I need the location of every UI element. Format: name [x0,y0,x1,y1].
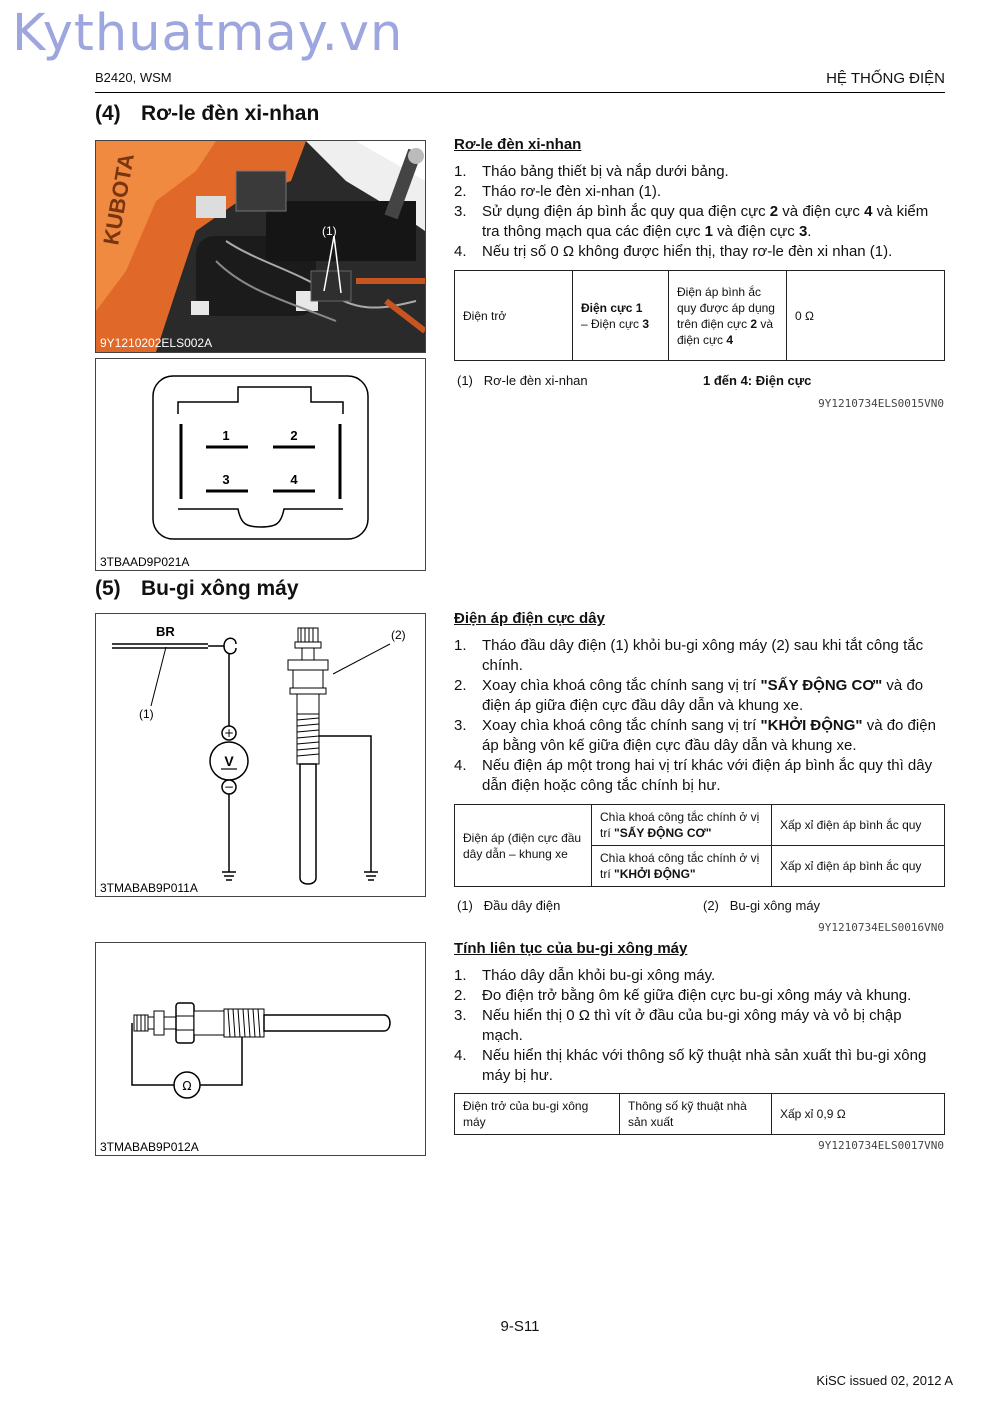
step-text: Tháo bảng thiết bị và nắp dưới bảng. [482,163,729,180]
voltage-reference-code: 9Y1210734ELS0016VN0 [818,921,944,934]
continuity-spec-value: Xấp xỉ 0,9 Ω [772,1094,945,1135]
continuity-reference-code: 9Y1210734ELS0017VN0 [818,1139,944,1152]
voltage-spec-label: Điện áp (điện cực đầu dây dẫn – khung xe [455,805,592,887]
header-rule [95,92,945,93]
engine-bay-illustration [96,141,425,352]
continuity-drawing [96,943,425,1155]
step-number: 3. [454,717,467,734]
relay-legend-terminals: 1 đến 4: Điện cực [703,373,812,388]
voltage-wiring-drawing [96,614,425,896]
section-4-title [95,102,319,126]
step-number: 3. [454,1007,467,1024]
pin-3-label: 3 [222,472,230,487]
voltage-spec-heat-position: Chìa khoá công tắc chính ở vị trí "SẤY ĐỘNG CƠ" [592,805,772,846]
step-text: Tháo rơ-le đèn xi-nhan (1). [482,183,662,200]
voltage-spec-table [454,804,945,887]
relay-steps [454,162,946,262]
voltage-subheading: Điện áp điện cực dây [454,610,605,627]
step-number: 4. [454,757,467,774]
step-text: Đo điện trở bằng ôm kế giữa điện cực bu-gi xông máy và khung. [482,987,912,1004]
step-number: 2. [454,987,467,1004]
step-text: Xoay chìa khoá công tắc chính sang vị trí "SẤY ĐỘNG CƠ" và đo điện áp giữa điện cực đầu dây dẫn và khung xe. [482,677,924,714]
step-text: Nếu điện áp một trong hai vị trí khác với điện áp bình ắc quy thì dây dẫn điện hoặc công tắc chính bị hư. [482,757,933,794]
photo-code: 9Y1210202ELS002A [100,336,213,350]
relay-step [454,182,946,202]
pin-1-label: 1 [222,428,230,443]
relay-step [454,202,946,242]
voltage-step [454,716,946,756]
photo-callout-1: (1) [322,224,337,238]
voltage-step [454,756,946,796]
connector-code: 3TBAAD9P021A [100,555,190,569]
relay-subheading: Rơ-le đèn xi-nhan [454,136,582,153]
relay-spec-condition: Điện áp bình ắc quy được áp dụng trên điện cực 2 và điện cực 4 [669,271,787,361]
voltage-legend-2: (2) Bu-gi xông máy [703,898,821,913]
step-number: 4. [454,1047,467,1064]
step-number: 1. [454,967,467,984]
continuity-spec-table [454,1093,945,1135]
callout-2: (2) [391,628,406,642]
glow-plug-continuity-diagram [95,942,426,1156]
relay-spec-label: Điện trở [455,271,573,361]
relay-location-photo [95,140,426,353]
step-number: 2. [454,677,467,694]
callout-1: (1) [139,707,154,721]
section-header: HỆ THỐNG ĐIỆN [826,70,945,87]
section-5-number: (5) [95,577,121,600]
continuity-spec-label: Điện trở của bu-gi xông máy [455,1094,620,1135]
ohmmeter-symbol: Ω [182,1079,192,1093]
document-model: B2420, WSM [95,70,172,85]
continuity-step [454,1046,946,1086]
step-text: Tháo dây dẫn khỏi bu-gi xông máy. [482,967,716,984]
step-number: 3. [454,203,467,220]
relay-reference-code: 9Y1210734ELS0015VN0 [818,397,944,410]
voltage-spec-start-value: Xấp xỉ điện áp bình ắc quy [772,846,945,887]
relay-step [454,162,946,182]
relay-spec-terminals: Điện cực 1 – Điện cực 3 [573,271,669,361]
step-text: Xoay chìa khoá công tắc chính sang vị trí "KHỞI ĐỘNG" và đo điện áp bằng vôn kế giữa điện cực đầu dây dẫn và khung xe. [482,717,936,754]
step-text: Tháo đầu dây điện (1) khỏi bu-gi xông máy (2) sau khi tắt công tắc chính. [482,637,924,674]
pin-4-label: 4 [290,472,298,487]
meter-plus: + [223,726,235,740]
relay-legend-item: (1) Rơ-le đèn xi-nhan [457,373,588,388]
voltmeter-symbol: V [224,753,234,769]
relay-connector-diagram [95,358,426,571]
continuity-spec-source: Thông số kỹ thuật nhà sản xuất [620,1094,772,1135]
continuity-subheading: Tính liên tục của bu-gi xông máy [454,940,688,957]
relay-spec-value: 0 Ω [787,271,945,361]
continuity-diagram-code: 3TMABAB9P012A [100,1140,199,1154]
voltage-legend-1: (1) Đầu dây điện [457,898,561,913]
section-5-title [95,577,299,601]
step-text: Sử dụng điện áp bình ắc quy qua điện cực 2 và điện cực 4 và kiểm tra thông mạch qua các điện cực 1 và điện cực 3. [482,203,929,240]
voltage-step [454,676,946,716]
section-4-title-text: Rơ-le đèn xi-nhan [141,102,320,125]
connector-drawing [96,359,425,570]
step-number: 1. [454,637,467,654]
relay-step [454,242,946,262]
continuity-step [454,966,946,986]
step-number: 2. [454,183,467,200]
glow-plug-voltage-diagram [95,613,426,897]
relay-spec-table [454,270,945,361]
voltage-diagram-code: 3TMABAB9P011A [100,881,198,895]
watermark: Kythuatmay.vn [12,4,404,63]
step-text: Nếu trị số 0 Ω không được hiển thị, thay rơ-le đèn xi nhan (1). [482,243,893,260]
meter-minus: − [223,780,235,794]
step-text: Nếu hiển thị 0 Ω thì vít ở đầu của bu-gi xông máy và vỏ bị chập mạch. [482,1007,902,1044]
voltage-step [454,636,946,676]
photo-brand: KUBOTA [98,151,139,247]
voltage-spec-start-position: Chìa khoá công tắc chính ở vị trí "KHỞI ĐỘNG" [592,846,772,887]
issue-note: KiSC issued 02, 2012 A [816,1373,953,1388]
step-number: 4. [454,243,467,260]
pin-2-label: 2 [290,428,298,443]
voltage-spec-heat-value: Xấp xỉ điện áp bình ắc quy [772,805,945,846]
voltage-steps [454,636,946,796]
step-text: Nếu hiển thị khác với thông số kỹ thuật nhà sản xuất thì bu-gi xông máy bị hư. [482,1047,927,1084]
continuity-step [454,986,946,1006]
section-4-number: (4) [95,102,121,125]
continuity-steps [454,966,946,1086]
step-number: 1. [454,163,467,180]
page-number: 9-S11 [500,1318,540,1335]
section-5-title-text: Bu-gi xông máy [141,577,299,600]
continuity-step [454,1006,946,1046]
wire-color-label: BR [156,624,175,639]
